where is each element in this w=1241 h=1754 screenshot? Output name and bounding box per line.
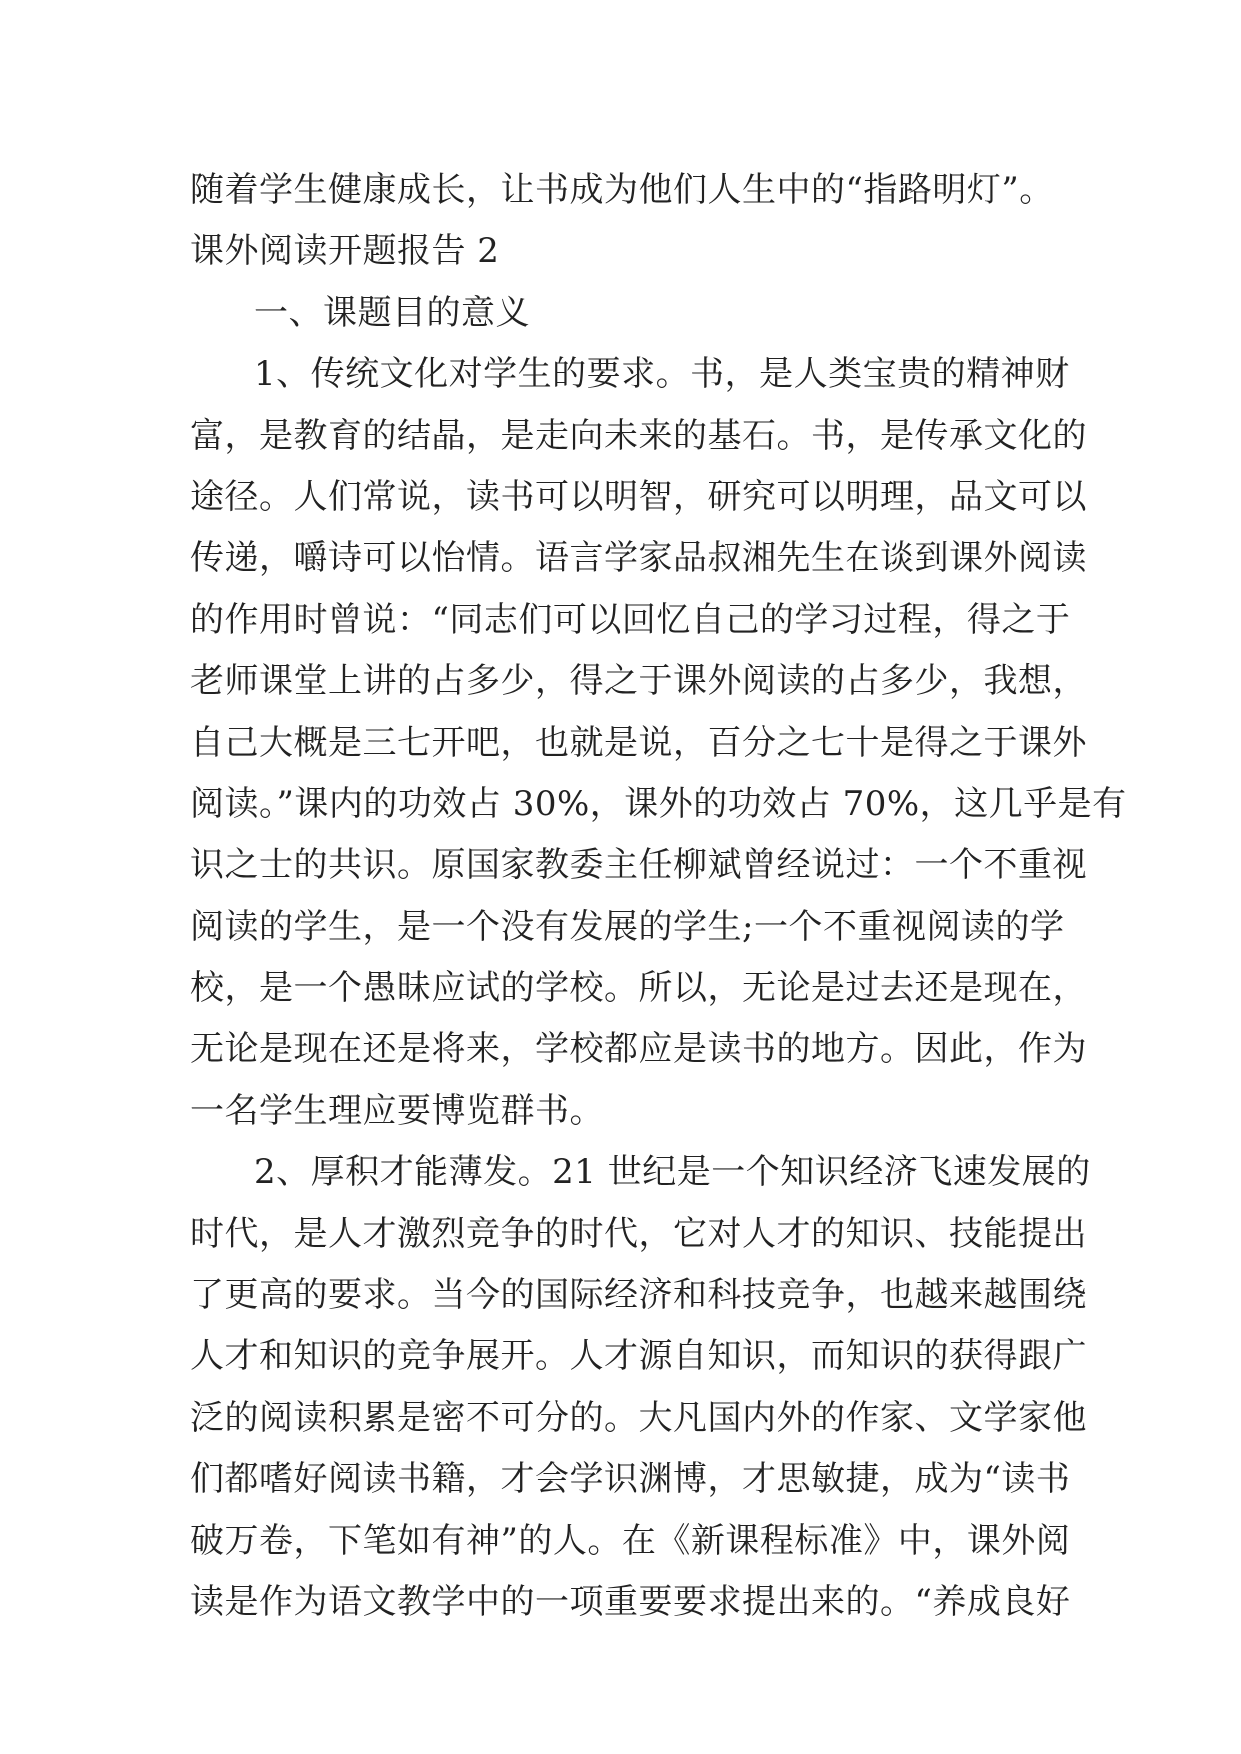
section-title: 课外阅读开题报告 2 xyxy=(190,231,500,272)
section-heading: 一、课题目的意义 xyxy=(254,292,530,333)
text-line: 了更高的要求。当今的国际经济和科技竞争，也越来越围绕 xyxy=(190,1275,1087,1316)
text-line: 的作用时曾说：“同志们可以回忆自己的学习过程，得之于 xyxy=(190,599,1071,640)
text-line: 破万卷，下笔如有神”的人。在《新课程标准》中，课外阅 xyxy=(190,1520,1071,1561)
text-line: 一名学生理应要博览群书。 xyxy=(190,1090,604,1131)
text-line: 2、厚积才能薄发。21 世纪是一个知识经济飞速发展的 xyxy=(254,1152,1091,1193)
text-line: 人才和知识的竞争展开。人才源自知识，而知识的获得跟广 xyxy=(190,1336,1087,1377)
text-line: 老师课堂上讲的占多少，得之于课外阅读的占多少，我想， xyxy=(190,661,1087,702)
text-line: 们都嗜好阅读书籍，才会学识渊博，才思敏捷，成为“读书 xyxy=(190,1459,1071,1500)
text-line: 阅读。”课内的功效占 30%，课外的功效占 70%，这几乎是有 xyxy=(190,783,1127,824)
text-line: 阅读的学生，是一个没有发展的学生;一个不重视阅读的学 xyxy=(190,906,1065,947)
text-line: 识之士的共识。原国家教委主任柳斌曾经说过：一个不重视 xyxy=(190,845,1087,886)
text-line: 校，是一个愚昧应试的学校。所以，无论是过去还是现在， xyxy=(190,968,1087,1009)
text-line: 读是作为语文教学中的一项重要要求提出来的。“养成良好 xyxy=(190,1581,1071,1622)
text-line: 随着学生健康成长，让书成为他们人生中的“指路明灯”。 xyxy=(190,170,1054,210)
text-line: 途径。人们常说，读书可以明智，研究可以明理，品文可以 xyxy=(190,476,1087,517)
document-body xyxy=(190,160,1127,1633)
text-line: 自己大概是三七开吧，也就是说，百分之七十是得之于课外 xyxy=(190,722,1087,763)
text-line: 1、传统文化对学生的要求。书，是人类宝贵的精神财 xyxy=(254,354,1070,395)
text-line: 富，是教育的结晶，是走向未来的基石。书，是传承文化的 xyxy=(190,415,1087,456)
text-line: 传递，嚼诗可以怡情。语言学家品叔湘先生在谈到课外阅读 xyxy=(190,538,1087,579)
text-line: 泛的阅读积累是密不可分的。大凡国内外的作家、文学家他 xyxy=(190,1397,1087,1438)
text-line: 无论是现在还是将来，学校都应是读书的地方。因此，作为 xyxy=(190,1029,1087,1070)
text-line: 时代，是人才激烈竞争的时代，它对人才的知识、技能提出 xyxy=(190,1213,1087,1254)
